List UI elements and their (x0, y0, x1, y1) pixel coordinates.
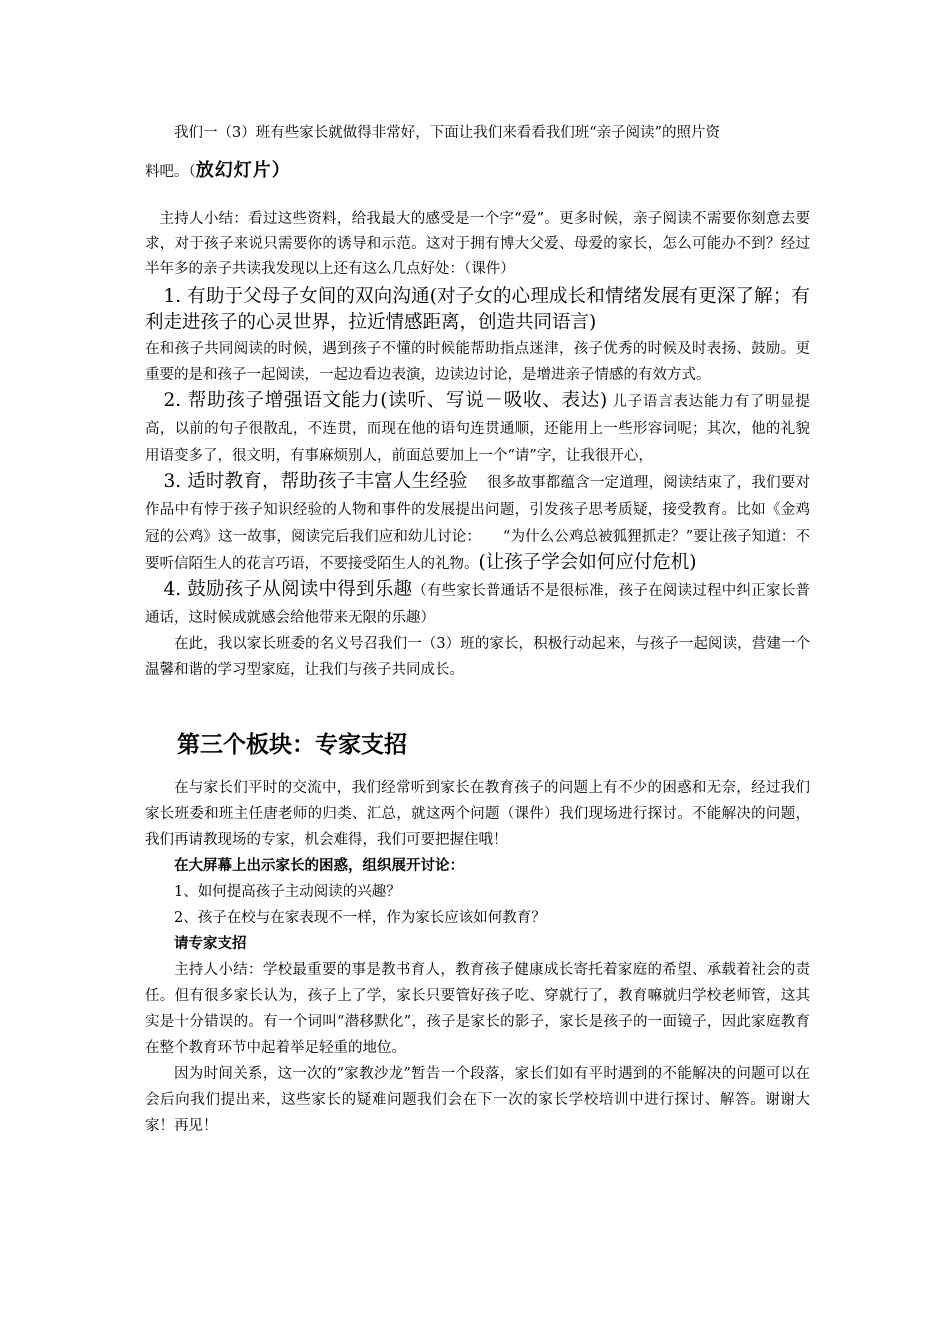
closing-paragraph: 因为时间关系，这一次的“家教沙龙”暂告一个段落，家长们如有平时遇到的不能解决的问题可以在会后向我们提出来，这些家长的疑难问题我们会在下一次的家长学校培训中进行探讨、解答。谢谢大家！再见！ (145, 1066, 810, 1134)
point-3-body: 很多故事都蕴含一定道理，阅读结束了，我们要对作品中有悖于孩子知识经验的人物和事件的发展提出问题，引发孩子思考质疑，接受教育。比如《金鸡冠的公鸡》这一故事，阅读完后我们应和幼儿讨论： “为什么公鸡总被狐狸抓走？”要让孩子知道：不要听信陌生人的花言巧语，不要接受陌生人的礼物。 (145, 475, 810, 572)
point-2-body: 儿子语言表达能力有了明显提高，以前的句子很散乱，不连贯，而现在他的语句连贯通顺，还能用上一些形容词呢；其次，他的礼貌用语变多了，很文明，有事麻烦别人，前面总要加上一个“请”字，让我很开心， (145, 394, 811, 464)
host-summary-1: 主持人小结：看过这些资料，给我最大的感受是一个字“爱”。更多时候，亲子阅读不需要你刻意去要求，对于孩子来说只需要你的诱导和示范。这对于拥有博大父爱、母爱的家长，怎么可能办不到？经过半年多的亲子共读我发现以上还有这么几点好处：（课件） (145, 211, 810, 277)
point-4 (145, 577, 810, 631)
appeal-paragraph: 在此，我以家长班委的名义号召我们一（3）班的家长，积极行动起来，与孩子一起阅读，营建一个温馨和谐的学习型家庭，让我们与孩子共同成长。 (145, 636, 810, 678)
section-3-intro: 在与家长们平时的交流中，我们经常听到家长在教育孩子的问题上有不少的困惑和无奈，经过我们家长班委和班主任唐老师的归类、汇总，就这两个问题（课件）我们现场进行探讨。不能解决的问题，我们再请教现场的专家，机会难得，我们可要把握住哦！ (145, 780, 810, 848)
slides-note: 放幻灯片） (195, 160, 291, 181)
point-3-heading: 3. 适时教育，帮助孩子丰富人生经验 (163, 471, 468, 492)
discussion-heading: 在大屏幕上出示家长的困惑，组织展开讨论： (174, 857, 464, 874)
question-2: 2、孩子在校与在家表现不一样，作为家长应该如何教育？ (174, 910, 546, 926)
host-summary-2: 主持人小结：学校最重要的事是教书育人，教育孩子健康成长寄托着家庭的希望、承载着社会的责任。但有很多家长认为，孩子上了学，家长只要管好孩子吃、穿就行了，教育嘛就归学校老师管，这其实是十分错误的。有一个词叫“潜移默化”，孩子是家长的影子，家长是孩子的一面镜子，因此家庭教育在整个教育环节中起着举足轻重的地位。 (145, 962, 810, 1056)
intro-line-2-prefix: 料吧。（ (145, 164, 196, 180)
question-1: 1、如何提高孩子主动阅读的兴趣？ (174, 884, 401, 900)
point-3 (145, 469, 810, 577)
point-1-heading: 1. 有助于父母子女间的双向沟通(对子女的心理成长和情绪发展有更深了解；有利走进孩子的心灵世界，拉近情感距离，创造共同语言) (145, 286, 810, 333)
section-3-title: 第三个板块：专家支招 (177, 732, 407, 758)
point-4-heading: 4. 鼓励孩子从阅读中得到乐趣 (163, 579, 413, 600)
point-2-heading: 2. 帮助孩子增强语文能力(读听、写说－吸收、表达) (163, 390, 608, 411)
document-body (145, 120, 810, 1139)
expert-heading: 请专家支招 (174, 935, 247, 952)
point-2 (145, 388, 810, 469)
point-4-body: （有些家长普通话不是很标准，孩子在阅读过程中纠正家长普通话，这时候成就感会给他带来无限的乐趣） (145, 583, 810, 626)
point-3-tail: (让孩子学会如何应付危机) (478, 552, 697, 573)
intro-line-1: 我们一（3）班有些家长就做得非常好，下面让我们来看看我们班“亲子阅读”的照片资 (174, 125, 721, 141)
intro-line-2 (145, 156, 810, 187)
point-1-body: 在和孩子共同阅读的时候，遇到孩子不懂的时候能帮助指点迷津，孩子优秀的时候及时表扬、鼓励。更重要的是和孩子一起阅读，一起边看边表演，边读边讨论，是增进亲子情感的有效方式。 (145, 341, 810, 383)
